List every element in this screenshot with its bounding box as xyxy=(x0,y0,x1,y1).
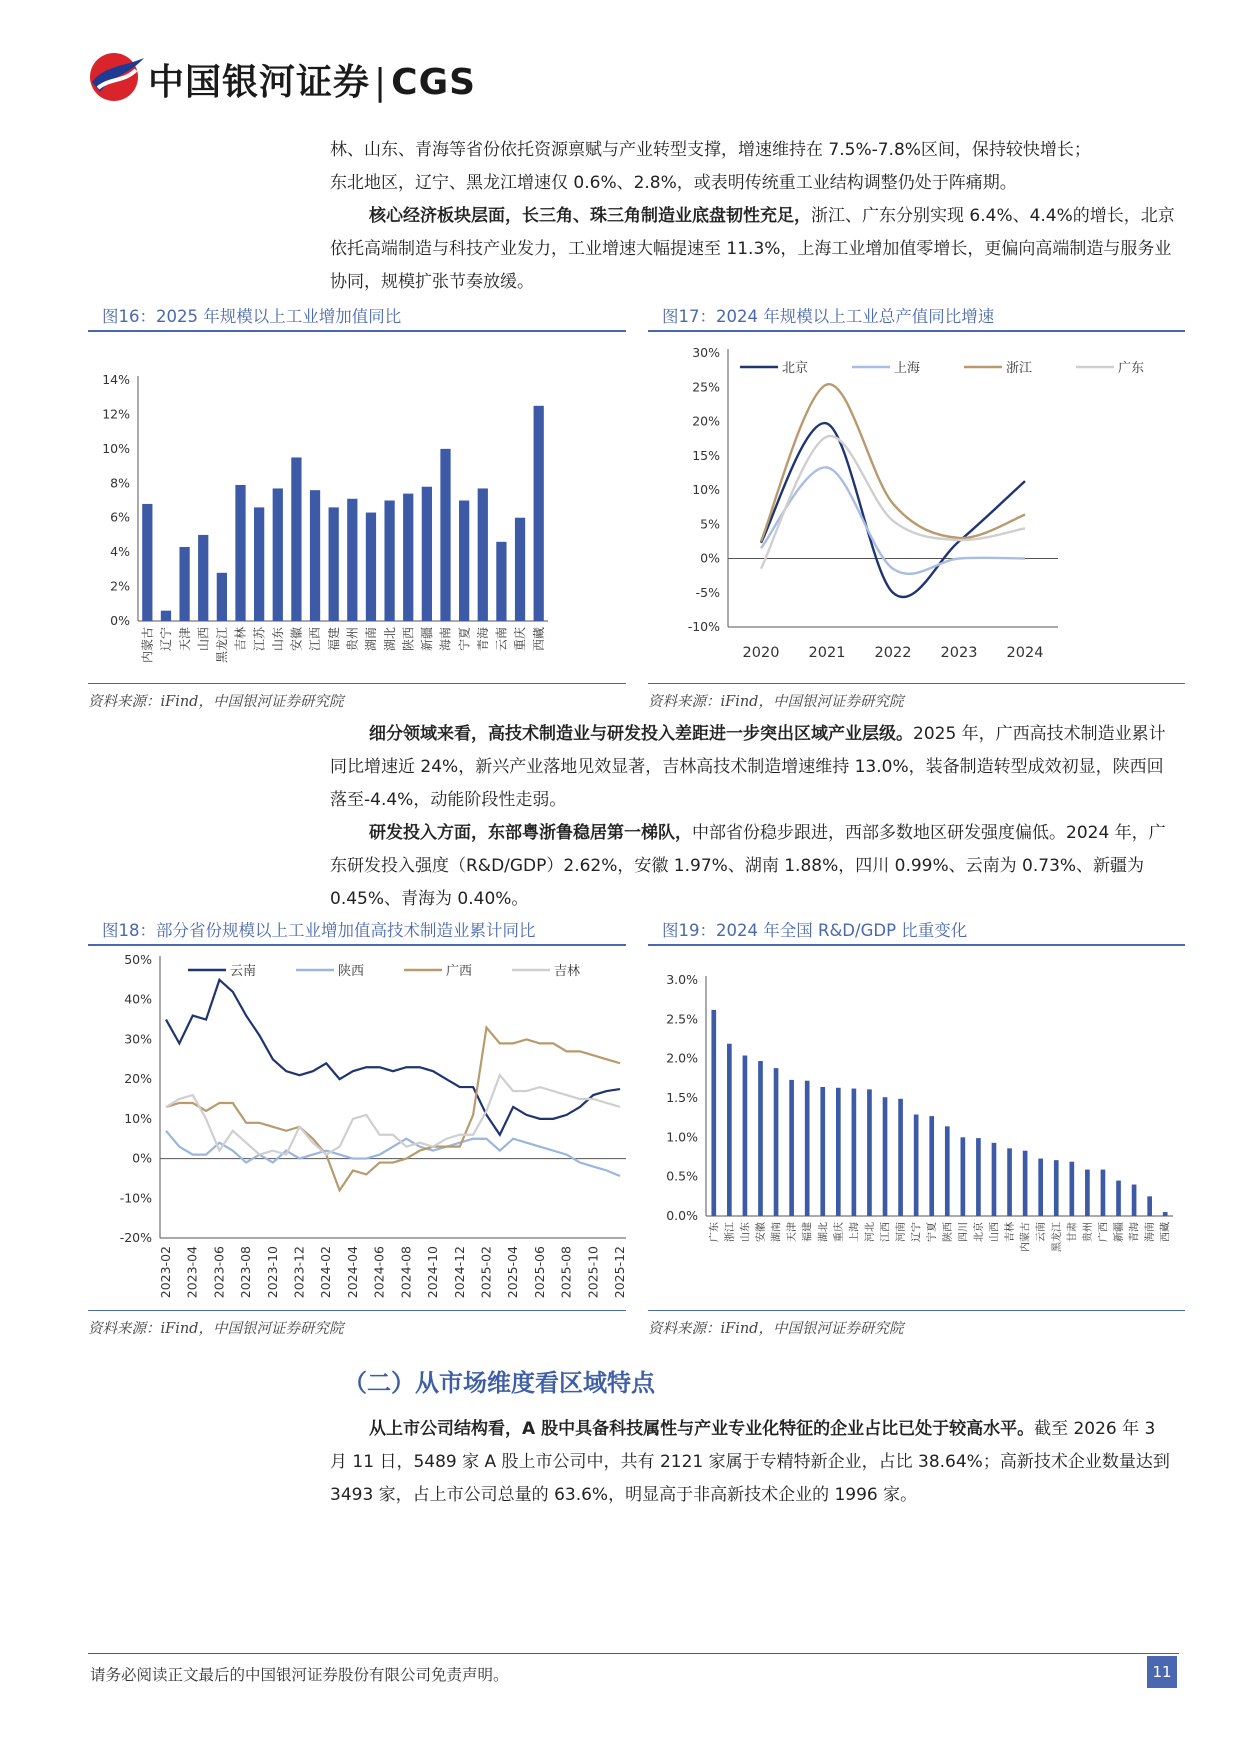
bar xyxy=(1101,1170,1106,1216)
bar xyxy=(711,1010,716,1216)
bar xyxy=(961,1137,966,1216)
y-tick-label: 30% xyxy=(692,345,720,360)
figure-rule xyxy=(88,944,626,946)
y-tick-label: 12% xyxy=(102,406,130,422)
y-tick-label: 15% xyxy=(692,447,720,463)
bar xyxy=(403,494,413,621)
bar xyxy=(836,1088,841,1216)
y-tick-label: 10% xyxy=(692,482,720,497)
legend-label: 北京 xyxy=(782,361,809,376)
y-tick-label: -10% xyxy=(119,1190,152,1206)
bar xyxy=(1069,1162,1074,1216)
x-tick-label: 2023-06 xyxy=(211,1246,227,1299)
bar xyxy=(992,1143,997,1216)
bar xyxy=(1116,1181,1121,1216)
x-tick-label: 内蒙古 xyxy=(140,627,155,664)
x-tick-label: 重庆 xyxy=(833,1222,845,1242)
x-tick-label: 2025-08 xyxy=(558,1246,574,1299)
x-tick-label: 四川 xyxy=(958,1222,970,1242)
bar xyxy=(898,1099,903,1216)
bar xyxy=(459,501,469,622)
logo-mark-icon xyxy=(86,48,146,104)
x-tick-label: 2023-04 xyxy=(184,1246,200,1299)
x-tick-label: 2024-08 xyxy=(398,1246,414,1299)
source-note: 资料来源：iFind，中国银河证券研究院 xyxy=(88,1321,344,1337)
y-tick-label: 40% xyxy=(124,991,152,1007)
x-tick-label: 贵州 xyxy=(1082,1222,1094,1242)
paragraph: 从上市公司结构看，A 股中具备科技属性与产业专业化特征的企业占比已处于较高水平。截至 2026 年 3 月 11 日，5489 家 A 股上市公司中，共有 2121 家属于专精特新企业，占比 38.64%；高新技术企业数量达到 3493 家，占上市公司总量的 63.6%，明显高于非高新技术企业的 1996 家。 xyxy=(330,1419,1170,1505)
x-tick-label: 宁夏 xyxy=(457,627,472,652)
bar xyxy=(976,1138,981,1216)
figure-bottom-rule xyxy=(88,683,626,684)
paragraph-block-2 xyxy=(330,718,1175,916)
y-tick-label: 14% xyxy=(102,372,130,387)
y-tick-label: 0% xyxy=(110,613,130,628)
bar xyxy=(235,485,245,621)
x-tick-label: 江苏 xyxy=(252,627,267,652)
line-chart-fig17 xyxy=(648,335,1188,680)
legend-label: 广西 xyxy=(446,964,473,979)
series-line xyxy=(166,1028,620,1191)
y-tick-label: 1.0% xyxy=(666,1129,698,1145)
x-tick-label: 山西 xyxy=(196,627,211,652)
x-tick-label: 云南 xyxy=(1036,1222,1048,1242)
bar xyxy=(867,1089,872,1216)
bar-chart-fig16 xyxy=(88,335,628,680)
legend-label: 陕西 xyxy=(338,964,365,979)
bar xyxy=(758,1061,763,1216)
figure-title: 图16：2025 年规模以上工业增加值同比 xyxy=(102,307,402,326)
x-tick-label: 北京 xyxy=(973,1222,985,1242)
y-tick-label: 3.0% xyxy=(666,972,698,987)
figure-title: 图17：2024 年规模以上工业总产值同比增速 xyxy=(662,307,995,326)
y-tick-label: 8% xyxy=(110,475,130,491)
y-tick-label: 0.0% xyxy=(666,1208,698,1223)
x-tick-label: 海南 xyxy=(438,627,453,652)
x-tick-label: 2023 xyxy=(940,645,978,661)
y-tick-label: -10% xyxy=(687,619,720,634)
source-note: 资料来源：iFind，中国银河证券研究院 xyxy=(648,694,904,710)
x-tick-label: 2021 xyxy=(808,645,846,661)
paragraph: 核心经济板块层面，长三角、珠三角制造业底盘韧性充足，浙江、广东分别实现 6.4%、4.4%的增长，北京依托高端制造与科技产业发力，工业增速大幅提速至 11.3%，上海工业增加值零增长，更偏向高端制造与服务业协同，规模扩张节奏放缓。 xyxy=(330,206,1175,292)
bar xyxy=(1023,1151,1028,1216)
series-line xyxy=(166,1131,620,1176)
bar xyxy=(743,1056,748,1216)
x-tick-label: 2025-04 xyxy=(505,1246,521,1299)
x-tick-label: 上海 xyxy=(849,1222,861,1242)
x-tick-label: 2023-12 xyxy=(291,1246,307,1299)
y-tick-label: 25% xyxy=(692,379,720,395)
x-tick-label: 安徽 xyxy=(755,1222,767,1242)
x-tick-label: 内蒙古 xyxy=(1020,1222,1032,1252)
bar xyxy=(291,457,301,621)
bar xyxy=(883,1097,888,1216)
bar xyxy=(217,573,227,621)
bar xyxy=(805,1081,810,1216)
source-note: 资料来源：iFind，中国银河证券研究院 xyxy=(88,694,344,710)
x-tick-label: 湖南 xyxy=(771,1222,783,1242)
x-tick-label: 浙江 xyxy=(724,1222,736,1242)
source-note: 资料来源：iFind，中国银河证券研究院 xyxy=(648,1321,904,1337)
bar xyxy=(515,518,525,621)
x-tick-label: 青海 xyxy=(475,627,490,652)
x-tick-label: 福建 xyxy=(326,627,341,652)
bar xyxy=(161,611,171,621)
figure-rule xyxy=(648,330,1185,332)
brand-logo: 中国银河证券 | CGS xyxy=(86,48,506,104)
bar xyxy=(273,488,283,621)
x-tick-label: 天津 xyxy=(787,1222,799,1242)
y-tick-label: 30% xyxy=(124,1031,152,1047)
y-tick-label: 10% xyxy=(124,1110,152,1126)
bar xyxy=(774,1068,779,1216)
y-tick-label: 2.5% xyxy=(666,1011,698,1027)
x-tick-label: 2024-04 xyxy=(344,1246,360,1299)
x-tick-label: 山东 xyxy=(270,627,285,652)
x-tick-label: 青海 xyxy=(1129,1222,1141,1242)
x-tick-label: 新疆 xyxy=(420,627,435,652)
x-tick-label: 重庆 xyxy=(513,627,528,652)
x-tick-label: 2020 xyxy=(742,645,780,661)
y-tick-label: 4% xyxy=(110,544,130,560)
x-tick-label: 2023-08 xyxy=(238,1246,254,1299)
legend-label: 浙江 xyxy=(1006,361,1033,376)
bar xyxy=(789,1080,794,1216)
bold-lead: 从上市公司结构看，A 股中具备科技属性与产业专业化特征的企业占比已处于较高水平。 xyxy=(369,1419,1035,1439)
bar xyxy=(1147,1196,1152,1216)
y-tick-label: -5% xyxy=(695,584,720,600)
x-tick-label: 吉林 xyxy=(233,627,248,652)
x-tick-label: 湖南 xyxy=(364,627,379,652)
x-tick-label: 陕西 xyxy=(942,1222,954,1242)
bar xyxy=(329,507,339,621)
x-tick-label: 河北 xyxy=(864,1222,876,1242)
x-tick-label: 2024-12 xyxy=(451,1246,467,1299)
bar xyxy=(534,406,544,621)
y-tick-label: 0% xyxy=(700,550,720,566)
x-tick-label: 2022 xyxy=(874,645,912,661)
series-line xyxy=(166,980,620,1135)
y-tick-label: 2.0% xyxy=(666,1050,698,1066)
figure-bottom-rule xyxy=(648,1310,1185,1311)
x-tick-label: 河南 xyxy=(896,1222,908,1242)
x-tick-label: 2024 xyxy=(1006,645,1044,661)
bar xyxy=(1038,1159,1043,1216)
x-tick-label: 2024-10 xyxy=(425,1246,441,1299)
x-tick-label: 辽宁 xyxy=(911,1222,923,1242)
bar xyxy=(1085,1170,1090,1216)
paragraph-line: 东北地区，辽宁、黑龙江增速仅 0.6%、2.8%，或表明传统重工业结构调整仍处于阵痛期。 xyxy=(330,173,1017,193)
footer-disclaimer: 请务必阅读正文最后的中国银河证券股份有限公司免责声明。 xyxy=(90,1666,509,1684)
bar xyxy=(422,487,432,621)
x-tick-label: 2024-02 xyxy=(318,1246,334,1299)
figure-title: 图18：部分省份规模以上工业增加值高技术制造业累计同比 xyxy=(102,921,536,940)
paragraph-block-3 xyxy=(330,1413,1175,1512)
x-tick-label: 2025-10 xyxy=(585,1246,601,1299)
y-tick-label: 6% xyxy=(110,509,130,525)
bar xyxy=(366,513,376,621)
x-tick-label: 黑龙江 xyxy=(215,627,230,664)
y-tick-label: 50% xyxy=(124,952,152,967)
x-tick-label: 安徽 xyxy=(289,627,304,652)
bar xyxy=(727,1044,732,1216)
paragraph: 研发投入方面，东部粤浙鲁稳居第一梯队，中部省份稳步跟进，西部多数地区研发强度偏低。2024 年，广东研发投入强度（R&D/GDP）2.62%，安徽 1.97%、湖南 1.88%，四川 0.99%、云南为 0.73%、新疆为 0.45%、青海为 0.40%。 xyxy=(330,823,1166,909)
bar xyxy=(478,488,488,621)
bar xyxy=(179,547,189,621)
x-tick-label: 山西 xyxy=(989,1222,1001,1242)
x-tick-label: 2024-06 xyxy=(371,1246,387,1299)
x-tick-label: 新疆 xyxy=(1114,1222,1126,1242)
legend-label: 广东 xyxy=(1118,361,1145,376)
figure-rule xyxy=(88,330,626,332)
bar xyxy=(496,542,506,621)
x-tick-label: 2023-10 xyxy=(264,1246,280,1299)
x-tick-label: 甘肃 xyxy=(1067,1222,1079,1242)
x-tick-label: 山东 xyxy=(740,1222,752,1242)
bold-lead: 研发投入方面，东部粤浙鲁稳居第一梯队， xyxy=(369,823,692,843)
bar xyxy=(384,501,394,622)
x-tick-label: 2025-12 xyxy=(612,1246,627,1299)
bar xyxy=(1132,1185,1137,1216)
paragraph: 细分领域来看，高技术制造业与研发投入差距进一步突出区域产业层级。2025 年，广西高技术制造业累计同比增速近 24%，新兴产业落地见效显著，吉林高技术制造增速维持 13.0%，装备制造转型成效初显，陕西回落至-4.4%，动能阶段性走弱。 xyxy=(330,724,1166,810)
bar xyxy=(254,507,264,621)
series-line xyxy=(166,1075,620,1154)
brand-cn: 中国银河证券 xyxy=(148,62,371,103)
x-tick-label: 宁夏 xyxy=(927,1222,939,1242)
bar xyxy=(852,1089,857,1216)
bold-lead: 核心经济板块层面，长三角、珠三角制造业底盘韧性充足， xyxy=(369,206,811,226)
x-tick-label: 贵州 xyxy=(345,627,360,652)
bar xyxy=(1054,1160,1059,1216)
bar xyxy=(347,499,357,621)
y-tick-label: 20% xyxy=(692,413,720,429)
x-tick-label: 江西 xyxy=(308,627,323,652)
y-tick-label: 1.5% xyxy=(666,1090,698,1105)
x-tick-label: 2025-06 xyxy=(531,1246,547,1299)
x-tick-label: 2025-02 xyxy=(478,1246,494,1299)
bar xyxy=(440,449,450,621)
x-tick-label: 西藏 xyxy=(1160,1222,1172,1242)
bar xyxy=(914,1115,919,1216)
bar xyxy=(929,1116,934,1216)
footer-rule xyxy=(88,1653,1179,1654)
y-tick-label: 0% xyxy=(132,1150,152,1166)
paragraph-line: 林、山东、青海等省份依托资源禀赋与产业转型支撑，增速维持在 7.5%-7.8%区间，保持较快增长； xyxy=(330,140,1091,160)
x-tick-label: 广西 xyxy=(1098,1222,1110,1242)
y-tick-label: 0.5% xyxy=(666,1168,698,1184)
x-tick-label: 广东 xyxy=(709,1222,721,1242)
x-tick-label: 天津 xyxy=(177,627,192,652)
paragraph-block-1 xyxy=(330,134,1175,299)
bar xyxy=(198,535,208,621)
bar xyxy=(820,1087,825,1216)
page-number: 11 xyxy=(1147,1656,1177,1688)
x-tick-label: 湖北 xyxy=(382,627,397,652)
figure-bottom-rule xyxy=(648,683,1185,684)
legend-label: 云南 xyxy=(230,964,257,979)
x-tick-label: 湖北 xyxy=(818,1222,830,1242)
x-tick-label: 福建 xyxy=(802,1222,814,1242)
legend-label: 上海 xyxy=(894,361,921,376)
bar xyxy=(1163,1212,1168,1216)
bar xyxy=(945,1126,950,1216)
x-tick-label: 江西 xyxy=(880,1222,892,1242)
x-tick-label: 吉林 xyxy=(1005,1222,1017,1242)
brand-en: CGS xyxy=(391,62,477,103)
figure-title: 图19：2024 年全国 R&D/GDP 比重变化 xyxy=(662,921,968,940)
bar xyxy=(310,490,320,621)
y-tick-label: 10% xyxy=(102,440,130,456)
y-tick-label: 2% xyxy=(110,578,130,594)
x-tick-label: 云南 xyxy=(494,627,509,652)
line-chart-fig18 xyxy=(88,948,628,1308)
x-tick-label: 陕西 xyxy=(401,627,416,652)
series-line xyxy=(761,423,1025,597)
y-tick-label: -20% xyxy=(119,1230,152,1245)
x-tick-label: 辽宁 xyxy=(159,627,174,652)
y-tick-label: 20% xyxy=(124,1071,152,1087)
x-tick-label: 黑龙江 xyxy=(1051,1222,1063,1252)
bar xyxy=(142,504,152,621)
bar-chart-fig19 xyxy=(648,948,1188,1308)
figure-bottom-rule xyxy=(88,1310,626,1311)
x-tick-label: 西藏 xyxy=(531,627,546,652)
bold-lead: 细分领域来看，高技术制造业与研发投入差距进一步突出区域产业层级。 xyxy=(369,724,913,744)
legend-label: 吉林 xyxy=(554,964,581,979)
section-heading: （二）从市场维度看区域特点 xyxy=(343,1369,655,1397)
x-tick-label: 海南 xyxy=(1145,1222,1157,1242)
x-tick-label: 2023-02 xyxy=(158,1246,173,1299)
bar xyxy=(1007,1148,1012,1216)
figure-rule xyxy=(648,944,1185,946)
y-tick-label: 5% xyxy=(700,516,720,532)
